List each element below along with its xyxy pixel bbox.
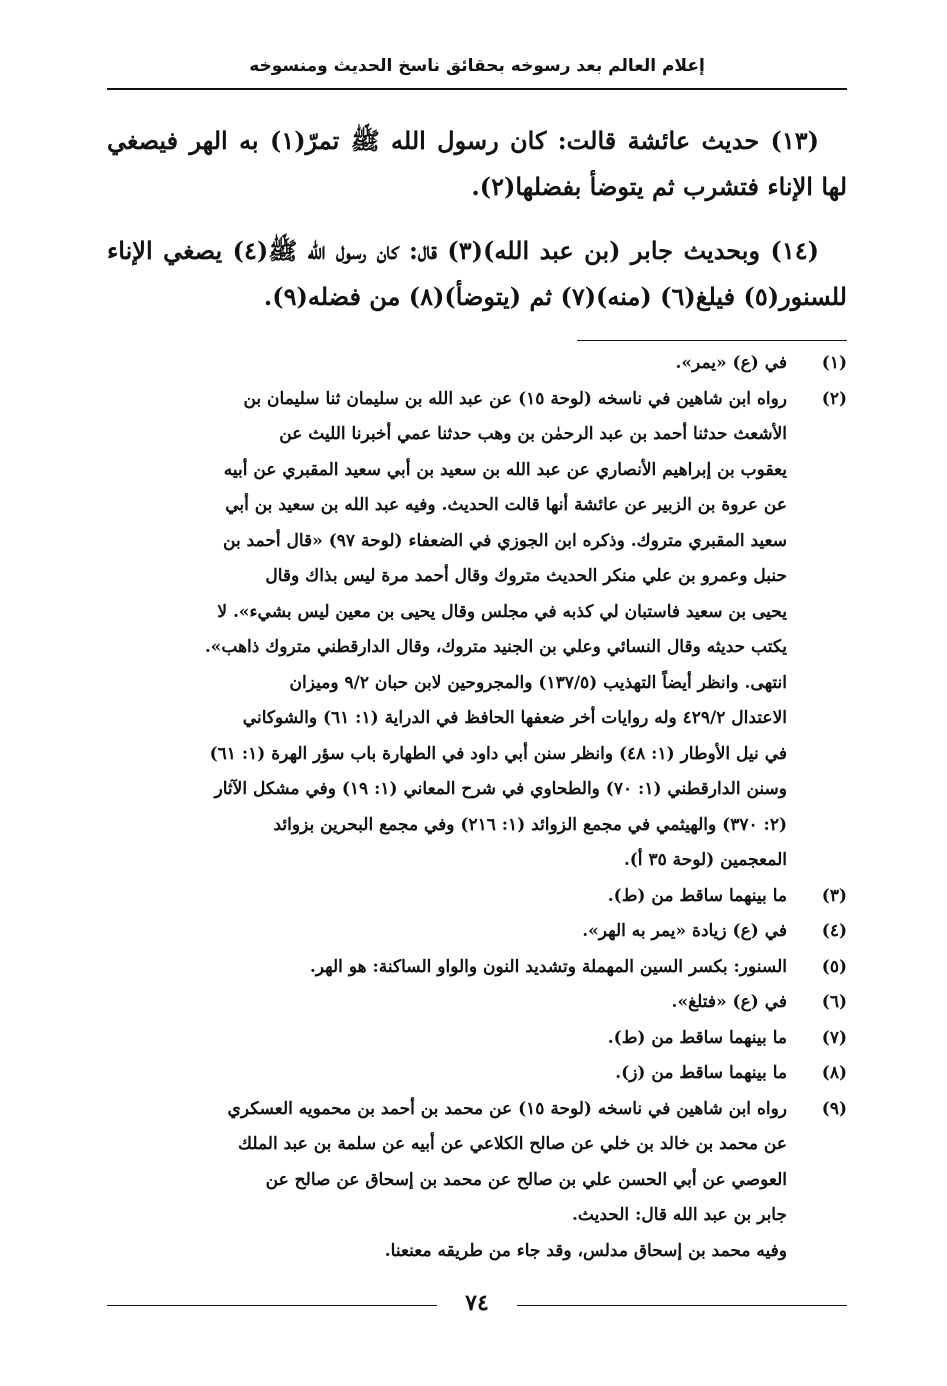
footnote-line: يعقوب بن إبراهيم الأنصاري عن عبد الله بن سعيد بن أبي سعيد المقبري عن أبيه xyxy=(223,459,787,480)
footnote-item xyxy=(107,879,847,915)
header-divider xyxy=(107,88,847,90)
footnote-number: (٧) xyxy=(821,1027,847,1048)
footnote-continuation: وفيه محمد بن إسحاق مدلس، وقد جاء من طريقه معنعنا. xyxy=(384,1240,787,1261)
footnote-number: (٤) xyxy=(821,921,847,941)
footnote-line: رواه ابن شاهين في ناسخه (لوحة ١٥) عن محمد بن أحمد بن محمويه العسكري xyxy=(227,1098,787,1119)
footnote-line: السنور: بكسر السين المهملة وتشديد النون والواو الساكنة: هو الهر. xyxy=(309,956,787,977)
footnote-text xyxy=(107,914,787,950)
footnote-text xyxy=(107,382,787,879)
footnote-item xyxy=(107,914,847,950)
footnote-line: في (ع) زيادة «يمر به الهر». xyxy=(582,921,787,941)
footnote-text xyxy=(107,950,787,986)
footnote-text xyxy=(107,1056,787,1092)
footnote-line: يكتب حديثه وقال النسائي وعلي بن الجنيد متروك، وقال الدارقطني متروك ذاهب». xyxy=(204,637,787,657)
footnote-item xyxy=(107,950,847,986)
footnote-line: انتهى. وانظر أيضاً التهذيب (١٣٧/٥) والمجروحين لابن حبان ٩/٢ وميزان xyxy=(289,672,787,693)
footer-rule-right xyxy=(517,1305,847,1306)
footnote-line: الأشعث حدثنا أحمد بن عبد الرحمٰن بن وهب حدثنا عمي أخبرنا الليث عن xyxy=(279,424,787,444)
footnote-divider xyxy=(577,340,847,341)
footnote-line: الاعتدال ٤٢٩/٢ وله روايات أخر ضعفها الحافظ في الدراية (١: ٦١) والشوكاني xyxy=(242,708,787,728)
main-text xyxy=(107,118,847,338)
footnote-line: المعجمين (لوحة ٣٥ أ). xyxy=(623,850,787,870)
footnote-line: رواه ابن شاهين في ناسخه (لوحة ١٥) عن عبد الله بن سليمان ثنا سليمان بن xyxy=(243,388,787,409)
footnote-number: (٢) xyxy=(821,388,847,409)
footnote-number: (١) xyxy=(821,353,847,373)
footnote-number: (٨) xyxy=(821,1063,847,1083)
footnote-number: (٥) xyxy=(821,956,847,977)
page-number: ٧٤ xyxy=(465,1290,489,1316)
footnote-line: ما بينهما ساقط من (ط). xyxy=(607,1027,787,1048)
footnote-text xyxy=(107,985,787,1021)
footnote-line: عن عروة بن الزبير عن عائشة أنها قالت الحديث. وفيه عبد الله بن سعيد بن أبي xyxy=(225,495,787,515)
footnote-line: ما بينهما ساقط من (ز). xyxy=(615,1063,787,1083)
footnote-line: (٢: ٣٧٠) والهيثمي في مجمع الزوائد (١: ٢١٦) وفي مجمع البحرين بزوائد xyxy=(273,814,787,835)
footnote-line: ما بينهما ساقط من (ط). xyxy=(607,885,787,906)
footnote-number: (٣) xyxy=(821,885,847,906)
footnote-line: سعيد المقبري متروك. وذكره ابن الجوزي في الضعفاء (لوحة ٩٧) «قال أحمد بن xyxy=(223,530,787,551)
paragraph-13: (١٣) حديث عائشة قالت: كان رسول الله ﷺ تمرّ(١) به الهر فيصغي لها الإناء فتشرب ثم يتوضأ بفضلها(٢). xyxy=(107,126,847,201)
footnote-text xyxy=(107,1092,787,1234)
footnote-item xyxy=(107,346,847,382)
footnote-number: (٩) xyxy=(821,1098,847,1119)
footnote-line: في نيل الأوطار (١: ٤٨) وانظر سنن أبي داود في الطهارة باب سؤر الهرة (١: ٦١) xyxy=(209,743,787,764)
footnote-item xyxy=(107,985,847,1021)
footer-rule-left xyxy=(107,1305,437,1306)
footnote-line: وسنن الدارقطني (١: ٧٠) والطحاوي في شرح المعاني (١: ١٩) وفي مشكل الآثار xyxy=(214,779,787,799)
running-header: إعلام العالم بعد رسوخه بحقائق ناسخ الحديث ومنسوخه xyxy=(249,56,705,76)
footnotes-section xyxy=(107,346,847,1269)
footnote-item xyxy=(107,382,847,879)
footnote-item xyxy=(107,1092,847,1234)
footnote-line: في (ع) «يمر». xyxy=(675,353,787,373)
footnote-line: عن محمد بن خالد بن خلي عن صالح الكلاعي عن أبيه عن سلمة بن عبد الملك xyxy=(238,1134,787,1154)
footnote-text xyxy=(107,879,787,915)
footnote-line: جابر بن عبد الله قال: الحديث. xyxy=(572,1205,787,1225)
footnote-text xyxy=(107,346,787,382)
footnote-line: في (ع) «فتلغ». xyxy=(671,992,787,1012)
footnote-number: (٦) xyxy=(821,992,847,1012)
footnote-line: يحيى بن سعيد فاستبان لي كذبه في مجلس وقال يحيى بن معين ليس بشيء». لا xyxy=(217,601,787,622)
footnote-line: العوصي عن أبي الحسن علي بن صالح عن محمد بن إسحاق عن صالح عن xyxy=(265,1169,787,1190)
footnote-text xyxy=(107,1021,787,1057)
paragraph-14: (١٤) وبحديث جابر (بن عبد الله)(٣) قال: كان رسول الله ﷺ(٤) يصغي الإناء للسنور(٥) فيلغ(٦) (منه)(٧) ثم (يتوضأ)(٨) من فضله(٩). xyxy=(107,236,847,311)
footnote-line: حنبل وعمرو بن علي منكر الحديث متروك وقال أحمد مرة ليس بذاك وقال xyxy=(265,566,787,586)
page-footer xyxy=(107,1290,847,1320)
footnote-item xyxy=(107,1021,847,1057)
footnote-item xyxy=(107,1056,847,1092)
